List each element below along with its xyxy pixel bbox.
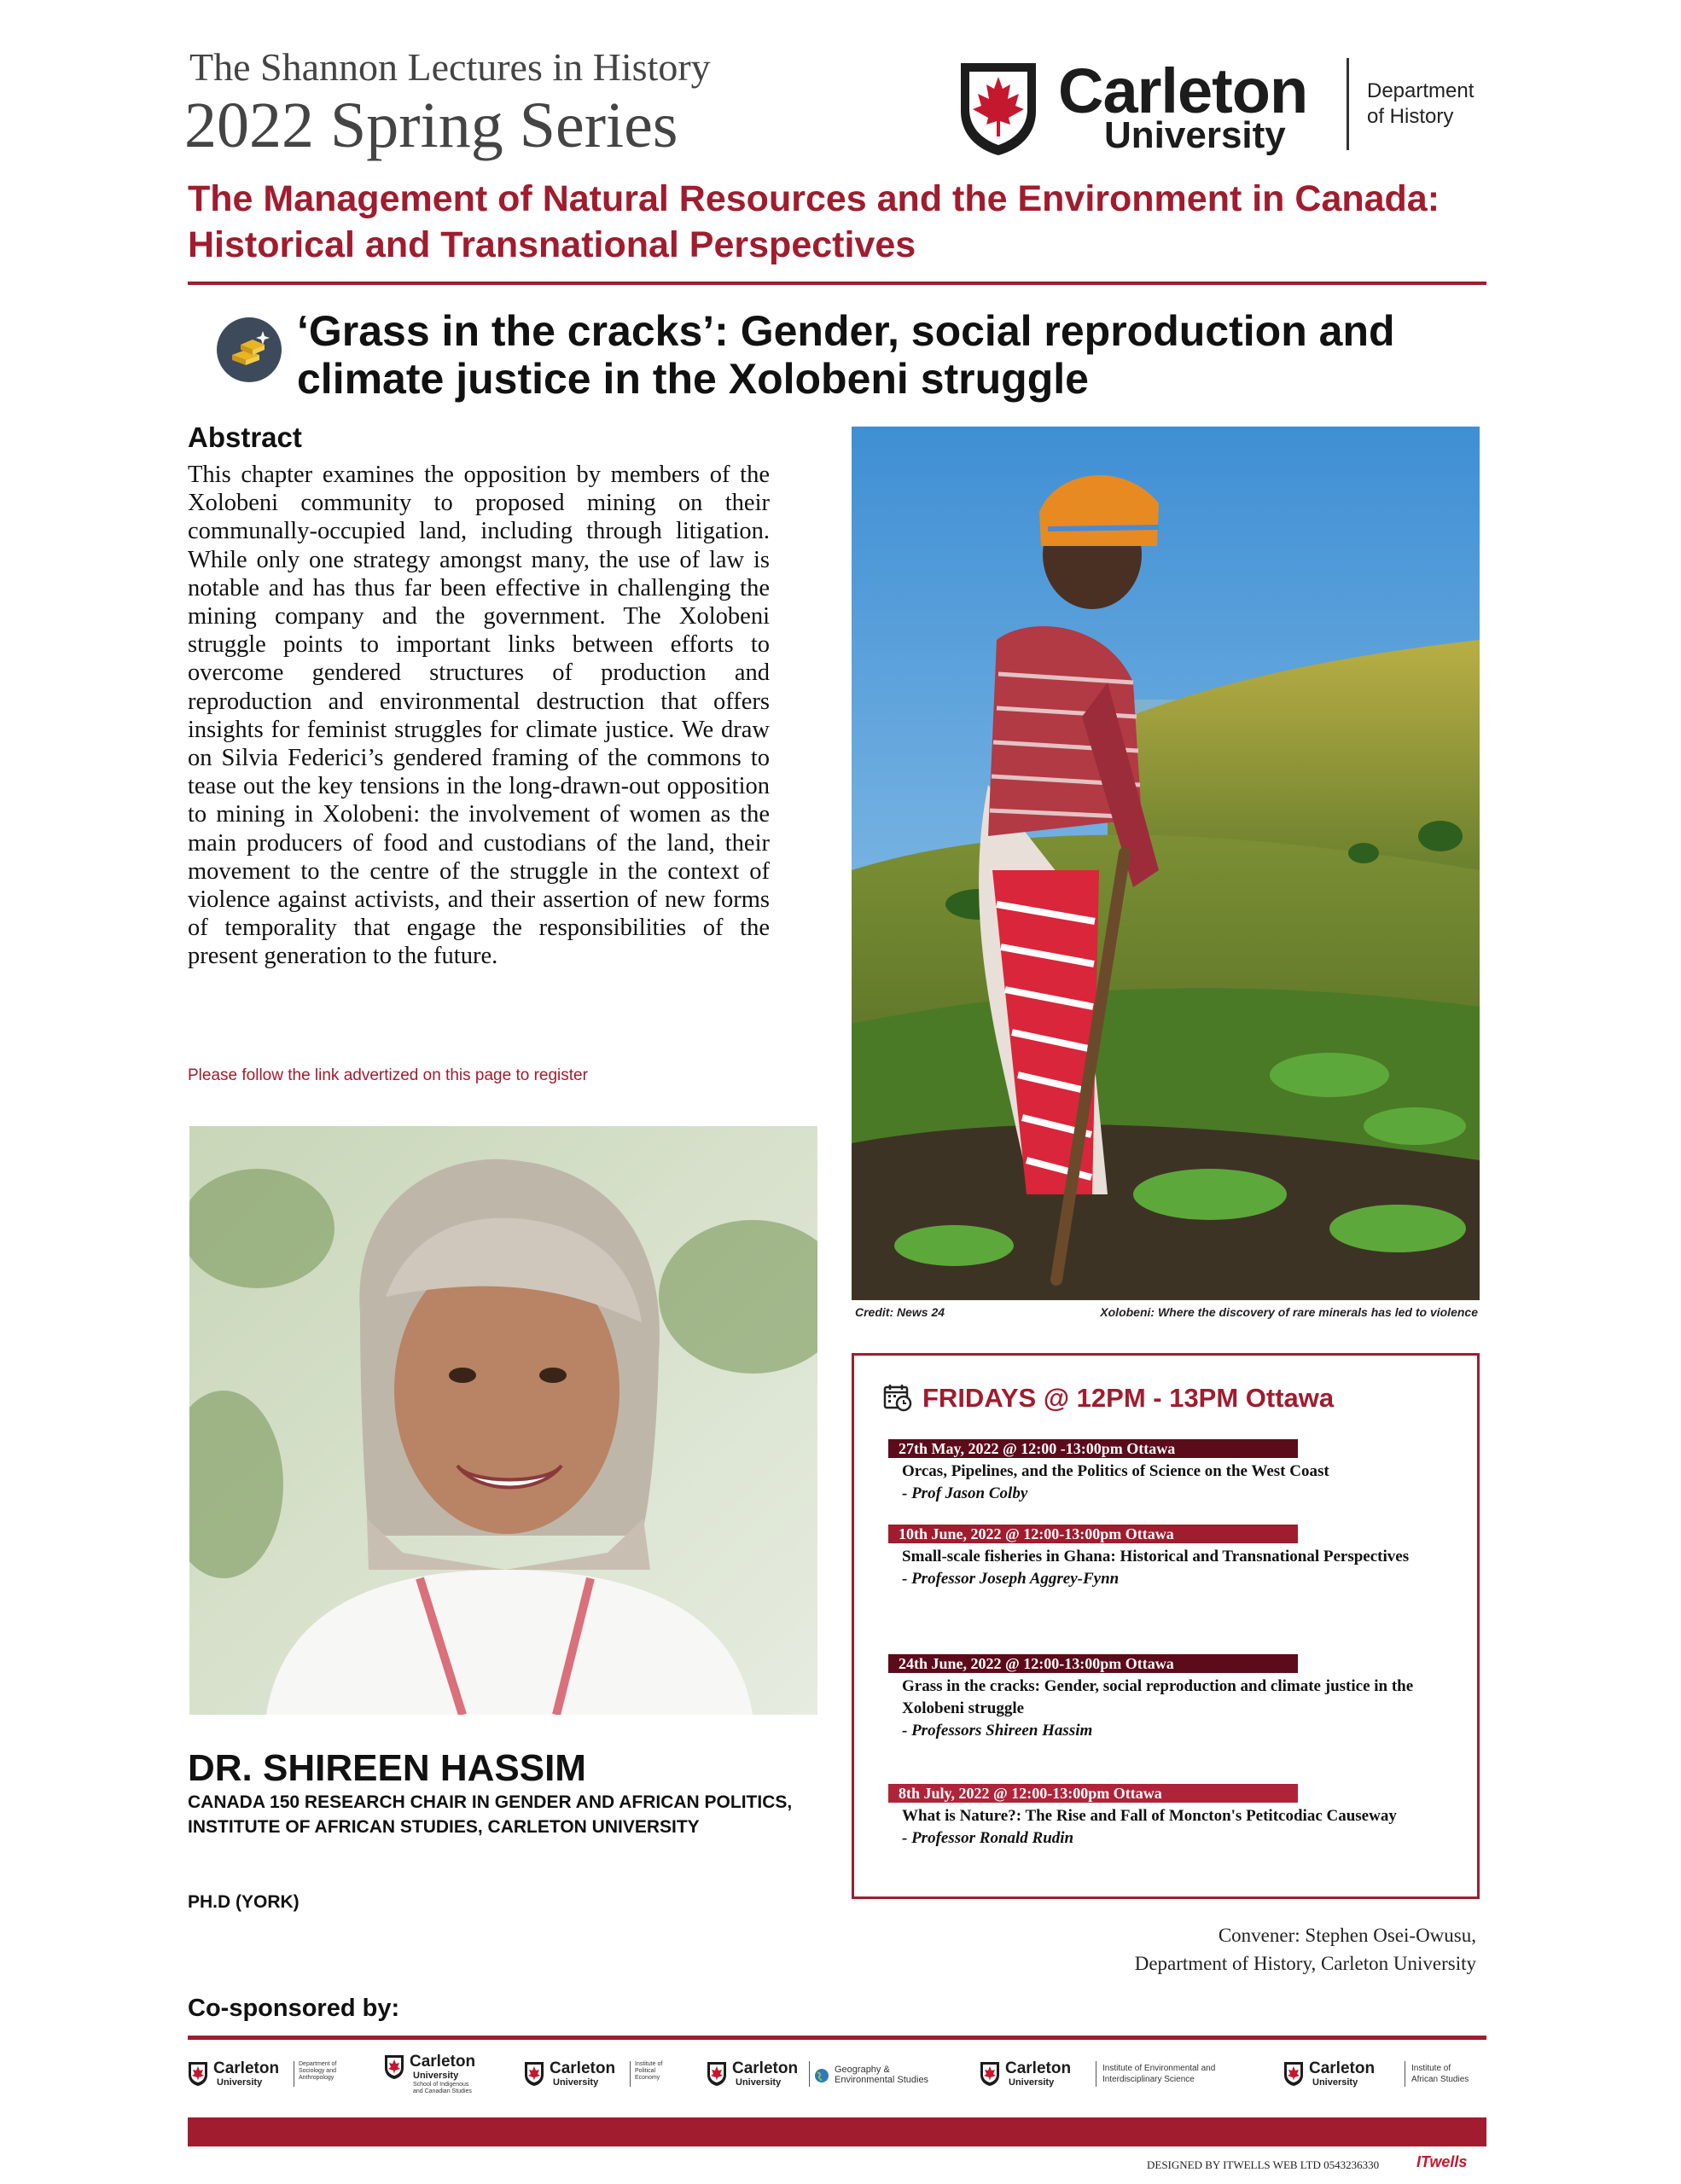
sponsor-university: University [553,2077,599,2088]
shield-icon [957,58,1039,157]
series-subtitle: The Shannon Lectures in History [189,45,711,89]
event-title: Small-scale fisheries in Ghana: Historical and Transnational Perspectives [902,1548,1410,1565]
sponsor-university: University [217,2077,263,2088]
logo-divider [1347,58,1349,150]
event-speaker: - Professors Shireen Hassim [902,1722,1093,1740]
sponsor-divider [630,2061,631,2087]
sponsor-unit: Institute of Environmental and Interdisciplinary Science [1102,2064,1216,2084]
convener-department: Department of History, Carleton University [1134,1953,1476,1974]
shield-icon [707,2061,727,2087]
globe-icon [814,2068,829,2083]
sponsor-unit: Institute of Political Economy [635,2061,663,2081]
farmer-illustration [852,427,1480,1300]
shield-icon [188,2061,208,2087]
footer-bar [188,2117,1486,2146]
register-note[interactable]: Please follow the link advertized on this page to register [188,1066,588,1084]
event-speaker: - Prof Jason Colby [902,1484,1028,1502]
event-date: 8th July, 2022 @ 12:00-13:00pm Ottawa [888,1784,1298,1803]
designer-credit: DESIGNED BY ITWELLS WEB LTD 0543236330 [1147,2158,1380,2171]
sponsor-wordmark: Carleton [550,2059,616,2077]
event-date: 10th June, 2022 @ 12:00-13:00pm Ottawa [888,1525,1298,1543]
gold-bars-icon [215,316,283,384]
speaker-degree: PH.D (YORK) [188,1892,300,1912]
schedule-event [888,1784,1451,1850]
speaker-portrait-photo [189,1126,817,1715]
divider-rule [188,2036,1486,2040]
speaker-role: CANADA 150 RESEARCH CHAIR IN GENDER AND AFRICAN POLITICS, INSTITUTE OF AFRICAN STUDIES, CARLETON UNIVERSITY [188,1792,793,1837]
event-title: Orcas, Pipelines, and the Politics of Science on the West Coast [902,1462,1329,1480]
event-title: Grass in the cracks: Gender, social reproduction and climate justice in the Xolobeni struggle [902,1677,1414,1717]
sponsor-logo [524,2054,678,2106]
series-theme-title: The Management of Natural Resources and the Environment in Canada: Historical and Transnational Perspectives [188,178,1440,265]
series-title-year: 2022 Spring Series [184,90,678,161]
shield-icon [980,2061,1000,2087]
sponsor-university: University [736,2077,782,2088]
sponsor-wordmark: Carleton [1309,2059,1376,2077]
cosponsor-heading: Co-sponsored by: [188,1995,400,2022]
sponsor-wordmark: Carleton [732,2059,799,2077]
department-label: Department of History [1367,79,1475,128]
divider-rule [188,282,1486,285]
shield-icon [524,2061,544,2087]
sponsor-university: University [1009,2077,1055,2088]
event-date: 24th June, 2022 @ 12:00-13:00pm Ottawa [888,1654,1298,1673]
abstract-heading: Abstract [188,421,302,453]
schedule-event [888,1525,1451,1590]
sponsor-logo [188,2054,350,2106]
sponsor-wordmark: Carleton [1005,2059,1072,2077]
sponsor-unit: School of Indigenous and Canadian Studies [413,2082,472,2094]
logo-wordmark: Carleton [1058,55,1308,126]
sponsor-unit: Geography & Environmental Studies [835,2065,929,2085]
convener [1007,1921,1476,1978]
abstract-body: This chapter examines the opposition by members of the Xolobeni community to proposed mining on their communally-occupied land, including through litigation. While only one strategy amongst many, the use of law is notable and has thus far been effective in challenging the mining company and the government. The Xolobeni struggle points to important links between efforts to overcome gendered structures of production and reproduction and environmental destruction that offers insights for feminist struggles for climate justice. We draw on Silvia Federici’s gendered framing of the commons to tease out the key tensions in the long-drawn-out opposition to mining in Xolobeni: the involvement of women as the main producers of food and custodians of the land, their movement to the centre of the struggle in the context of violence against activists, and their assertion of new forms of temporality that engage the responsibilities of the present generation to the future. [188,462,770,970]
portrait-illustration [189,1126,817,1715]
photo-caption: Xolobeni: Where the discovery of rare minerals has led to violence [1100,1305,1478,1319]
schedule-event [888,1439,1451,1505]
photo-credit: Credit: News 24 [855,1305,945,1319]
sponsor-logo [384,2048,512,2099]
speaker-name: DR. SHIREEN HASSIM [188,1747,586,1789]
sponsor-unit: Institute of African Studies [1411,2064,1469,2084]
calendar-clock-icon [883,1383,912,1412]
event-speaker: - Professor Ronald Rudin [902,1829,1074,1847]
shield-icon [384,2054,404,2080]
sponsor-university: University [1312,2077,1358,2088]
schedule-event [888,1654,1451,1742]
talk-title: ‘Grass in the cracks’: Gender, social reproduction and climate justice in the Xolobeni struggle [297,307,1395,403]
sponsor-logo [707,2054,954,2106]
xolobeni-farmer-photo [852,427,1480,1300]
convener-name: Convener: Stephen Osei-Owusu, [1218,1925,1476,1946]
sponsor-wordmark: Carleton [213,2059,280,2077]
event-title: What is Nature?: The Rise and Fall of Moncton's Petitcodiac Causeway [902,1807,1397,1825]
sponsor-divider [809,2061,810,2087]
sponsor-wordmark: Carleton [410,2053,476,2071]
shield-icon [1283,2061,1304,2087]
sponsor-logo [980,2054,1253,2106]
sponsor-unit: Department of Sociology and Anthropology [299,2061,337,2081]
schedule-box [852,1353,1480,1899]
schedule-heading: FRIDAYS @ 12PM - 13PM Ottawa [922,1383,1335,1413]
carleton-logo [957,55,1504,166]
itwells-logo: ITwells [1416,2153,1468,2170]
sponsor-logo [1283,2054,1488,2106]
event-date: 27th May, 2022 @ 12:00 -13:00pm Ottawa [888,1439,1298,1458]
event-speaker: - Professor Joseph Aggrey-Fynn [902,1570,1120,1588]
logo-university: University [1104,114,1286,156]
sponsor-university: University [413,2071,459,2081]
